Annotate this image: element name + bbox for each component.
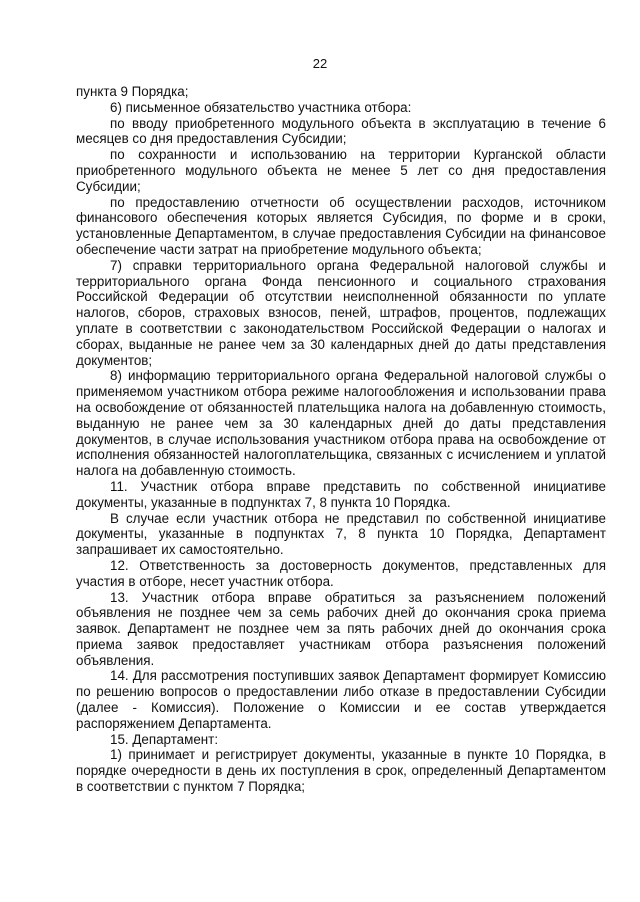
paragraph-item-6: 6) письменное обязательство участника отбора: <box>110 99 412 115</box>
paragraph-obligation-commissioning: по вводу приобретенного модульного объекта в эксплуатацию в течение 6 месяцев со дня предоставления Субсидии; <box>76 115 606 147</box>
paragraph-section-15-item-1: 1) принимает и регистрирует документы, указанные в пункте 10 Порядка, в порядке очередности в день их поступления в срок, определенный Департаментом в соответствии с пунктом 7 Порядка; <box>76 747 606 795</box>
paragraph-continuation: пункта 9 Порядка; <box>76 84 189 99</box>
paragraph-section-11-note: В случае если участник отбора не представил по собственной инициативе документы, указанные в подпунктах 7, 8 пункта 10 Порядка, Департамент запрашивает их самостоятельно. <box>76 510 606 558</box>
page-number: 22 <box>312 56 328 71</box>
paragraph-section-12: 12. Ответственность за достоверность документов, представленных для участия в отборе, несет участник отбора. <box>76 557 606 589</box>
paragraph-section-13: 13. Участник отбора вправе обратиться за разъяснением положений объявления не позднее чем за семь рабочих дней до окончания срока приема заявок. Департамент не позднее чем за пять рабочих дней до окончания срока приема заявок предоставляет участникам отбора разъяснения положений объявления. <box>76 589 606 668</box>
paragraph-section-15: 15. Департамент: <box>110 731 219 747</box>
paragraph-obligation-reporting: по предоставлению отчетности об осуществлении расходов, источником финансового обеспечения которых является Субсидия, по форме и в сроки, установленные Департаментом, в случае предоставления Субсидии на финансовое обеспечение части затрат на приобретение модульного объекта; <box>76 194 606 257</box>
document-body <box>76 84 606 795</box>
paragraph-item-7: 7) справки территориального органа Федеральной налоговой службы и территориального органа Фонда пенсионного и социального страхования Российской Федерации об отсутствии неисполненной обязанности по уплате налогов, сборов, страховых взносов, пеней, штрафов, процентов, подлежащих уплате в соответствии с законодательством Российской Федерации о налогах и сборах, выданные не ранее чем за 30 календарных дней до даты представления документов; <box>76 257 606 368</box>
paragraph-item-8: 8) информацию территориального органа Федеральной налоговой службы о применяемом участником отбора режиме налогообложения и использовании права на освобождение от обязанностей плательщика налога на добавленную стоимость, выданную не ранее чем за 30 календарных дней до даты представления документов, в случае использования участником отбора права на освобождение от исполнения обязанностей налогоплательщика, связанных с исчислением и уплатой налога на добавленную стоимость. <box>76 368 606 479</box>
paragraph-section-14: 14. Для рассмотрения поступивших заявок Департамент формирует Комиссию по решению вопросов о предоставлении либо отказе в предоставлении Субсидии (далее - Комиссия). Положение о Комиссии и ее состав утверждается распоряжением Департамента. <box>76 668 606 731</box>
paragraph-obligation-preservation: по сохранности и использованию на территории Курганской области приобретенного модульного объекта не менее 5 лет со дня предоставления Субсидии; <box>76 147 606 194</box>
paragraph-section-11: 11. Участник отбора вправе представить по собственной инициативе документы, указанные в подпунктах 7, 8 пункта 10 Порядка. <box>76 478 606 510</box>
